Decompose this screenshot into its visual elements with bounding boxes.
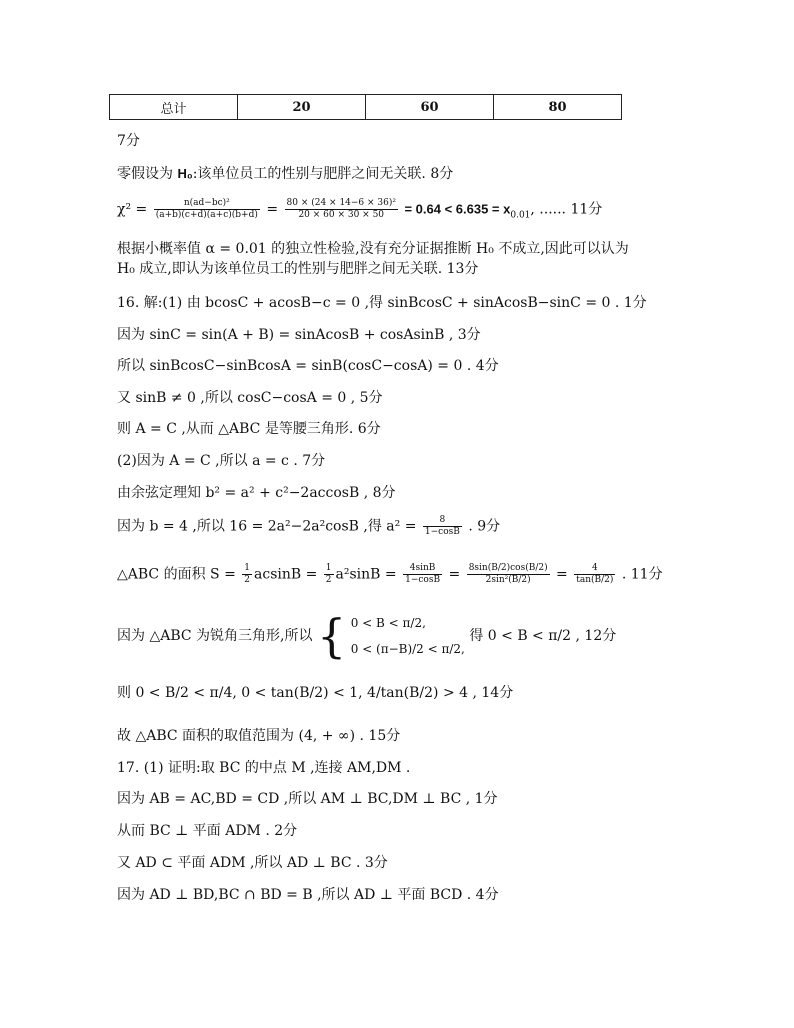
denominator: 2sin²(B/2): [485, 575, 531, 585]
text-segment: acsinB =: [254, 566, 318, 583]
fraction: [154, 198, 260, 221]
text-segment: 得 0 < B < π/2 , 12分: [469, 628, 617, 644]
numerator: n(ad−bc)²: [154, 198, 260, 210]
text-line: 7分: [117, 133, 140, 149]
numerator: 4: [574, 563, 615, 575]
text-segment: . 11分: [621, 566, 663, 583]
denominator: tan(B/2): [576, 575, 614, 585]
text-segment: =: [266, 201, 279, 218]
numerator: 1: [244, 563, 250, 573]
numerator: 8sin(B/2)cos(B/2): [468, 563, 548, 573]
text-segment: , ...... 11分: [530, 201, 603, 218]
text-line: H₀ 成立,即认为该单位员工的性别与肥胖之间无关联. 13分: [117, 261, 479, 277]
text-segment: =: [448, 566, 461, 583]
fraction: [574, 563, 615, 586]
text-segment: 0.01: [510, 210, 531, 221]
denominator: 2: [325, 575, 332, 585]
text-segment: . 9分: [468, 518, 501, 535]
table-row: [110, 95, 622, 120]
fraction: [324, 563, 334, 586]
text-line: (2)因为 A = C ,所以 a = c . 7分: [117, 453, 326, 469]
total-value-2: 60: [366, 95, 494, 120]
text-segment: △ABC 的面积 S =: [117, 566, 236, 583]
text-line: 因为 AD ⊥ BD,BC ∩ BD = B ,所以 AD ⊥ 平面 BCD . 4分: [117, 887, 499, 903]
text-line: [117, 165, 453, 183]
numerator: 4sinB: [403, 563, 442, 575]
text-line: 则 0 < B/2 < π/4, 0 < tan(B/2) < 1, 4/tan(B/2) > 4 , 14分: [117, 685, 514, 701]
denominator: 1−cosB: [424, 527, 460, 537]
total-table: [109, 94, 622, 120]
fraction: [242, 563, 252, 586]
text-line: 根据小概率值 α = 0.01 的独立性检验,没有充分证据推断 H₀ 不成立,因此可以认为: [117, 241, 629, 257]
denominator: 2: [244, 575, 250, 585]
text-segment: = 0.64 < 6.635 = x: [404, 201, 511, 217]
text-line: 17. (1) 证明:取 BC 的中点 M ,连接 AM,DM .: [117, 760, 411, 776]
text-line: 所以 sinBcosC−sinBcosA = sinB(cosC−cosA) = 0 . 4分: [117, 358, 499, 374]
area-line: [117, 563, 663, 586]
text-segment: 零假设为: [117, 166, 178, 182]
denominator: 20 × 60 × 30 × 50: [298, 210, 385, 220]
text-segment: 因为 △ABC 为锐角三角形,所以: [117, 628, 313, 644]
numerator: 1: [325, 563, 332, 573]
chi-square-line: [117, 198, 602, 224]
text-line: 又 AD ⊂ 平面 ADM ,所以 AD ⊥ BC . 3分: [117, 855, 388, 871]
numerator: 8: [423, 515, 462, 527]
denominator: 1−cosB: [405, 575, 441, 585]
numerator: 80 × (24 × 14−6 × 36)²: [286, 198, 396, 208]
text-line: 因为 sinC = sin(A + B) = sinAcosB + cosAsinB , 3分: [117, 327, 481, 343]
fraction: [403, 563, 442, 586]
text-segment: =: [556, 566, 568, 583]
total-value-1: 20: [238, 95, 366, 120]
inequality: 0 < (π−B)/2 < π/2,: [350, 642, 465, 656]
text-line: 16. 解:(1) 由 bcosC + acosB−c = 0 ,得 sinBcosC + sinAcosB−sinC = 0 . 1分: [117, 295, 647, 311]
text-line: 从而 BC ⊥ 平面 ADM . 2分: [117, 823, 298, 839]
total-value-3: 80: [494, 95, 622, 120]
text-segment: H₀: [177, 166, 193, 181]
text-line: 故 △ABC 面积的取值范围为 (4, + ∞) . 15分: [117, 728, 401, 744]
text-line: 则 A = C ,从而 △ABC 是等腰三角形. 6分: [117, 421, 381, 437]
text-segment: χ² =: [117, 201, 148, 218]
text-line: 由余弦定理知 b² = a² + c²−2accosB , 8分: [117, 485, 396, 501]
fraction: [285, 198, 399, 221]
inequality: 0 < B < π/2,: [350, 616, 426, 630]
system-line: [117, 610, 616, 662]
total-label: 总计: [110, 95, 238, 120]
text-segment: :该单位员工的性别与肥胖之间无关联. 8分: [192, 166, 454, 182]
text-segment: 因为 b = 4 ,所以 16 = 2a²−2a²cosB ,得 a² =: [117, 518, 417, 535]
fraction: [467, 563, 550, 586]
text-segment: a²sinB =: [335, 566, 397, 583]
brace-icon: {: [316, 609, 347, 663]
inequality-system: [351, 610, 465, 662]
text-line: [117, 515, 500, 538]
fraction: [423, 515, 462, 538]
denominator: (a+b)(c+d)(a+c)(b+d): [155, 210, 258, 220]
text-line: 又 sinB ≠ 0 ,所以 cosC−cosA = 0 , 5分: [117, 390, 383, 406]
text-line: 因为 AB = AC,BD = CD ,所以 AM ⊥ BC,DM ⊥ BC , 1分: [117, 791, 498, 807]
